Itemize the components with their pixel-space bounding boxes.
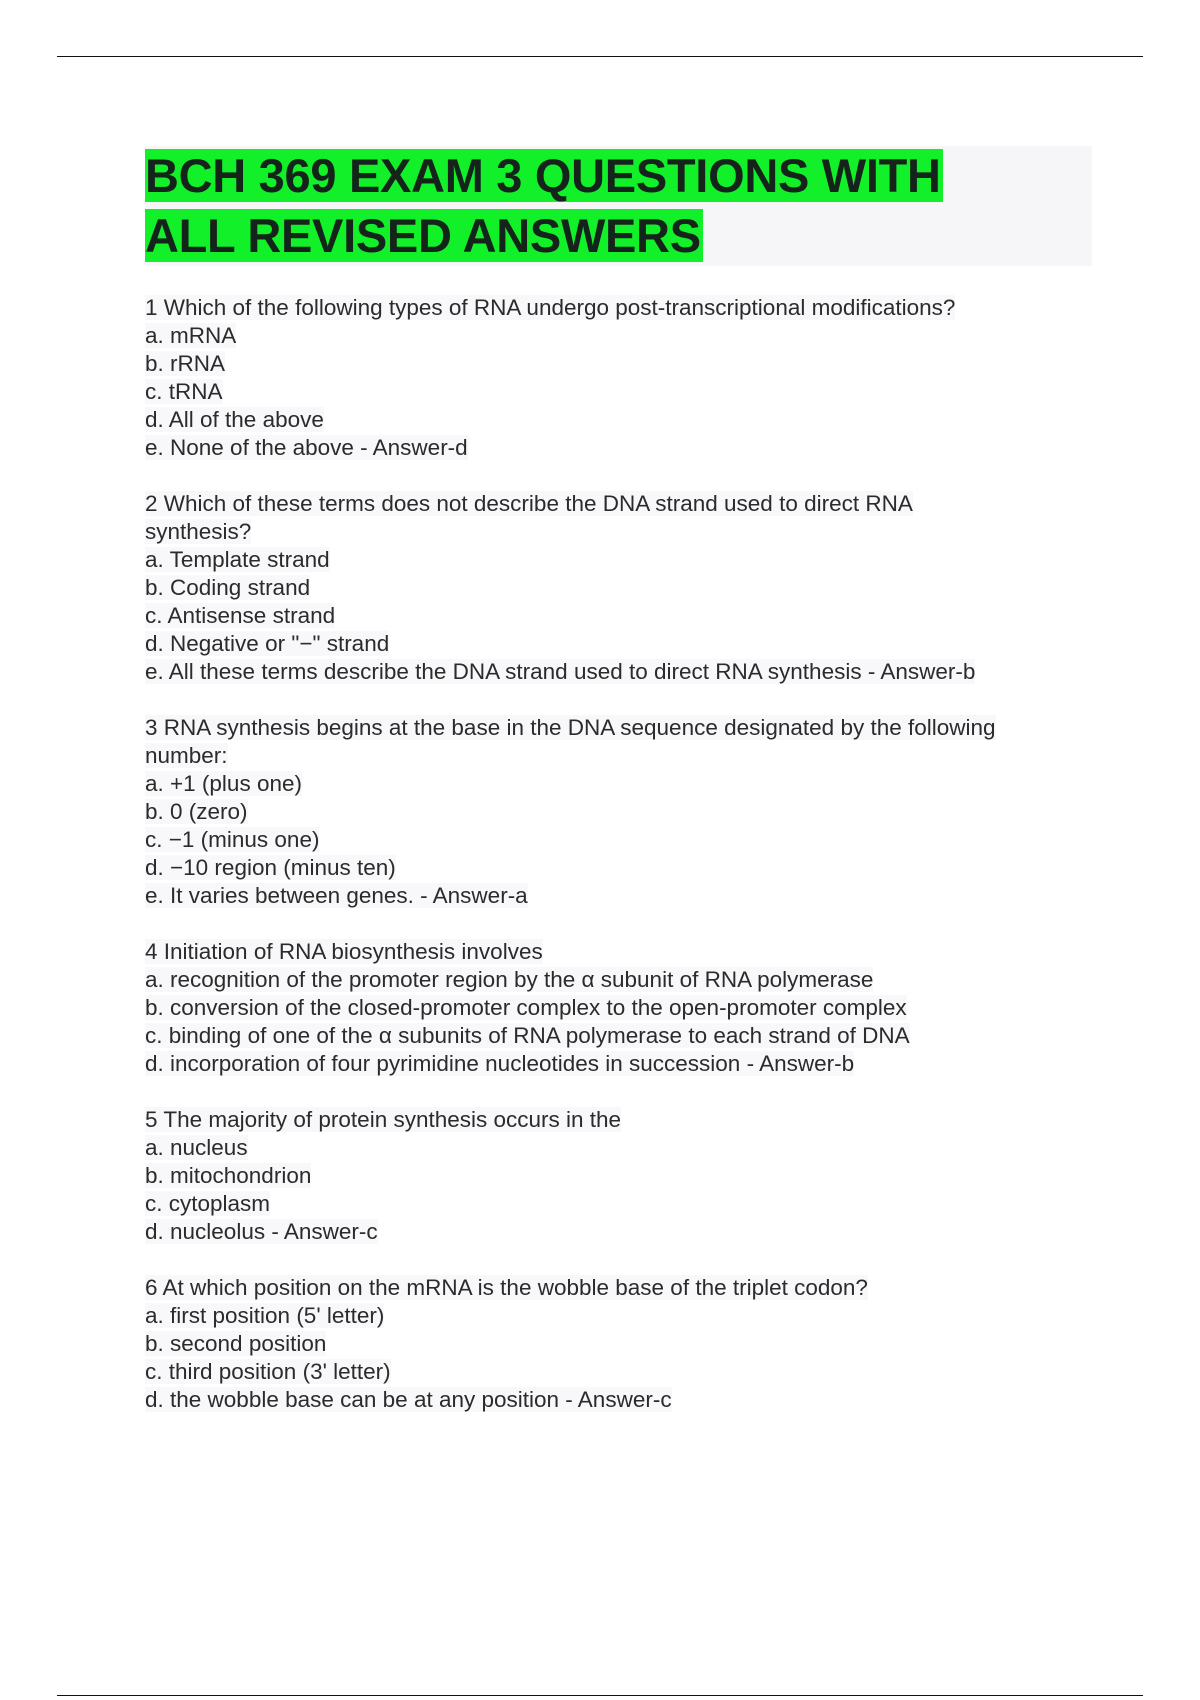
question-line [145,854,1095,882]
question-line-text: c. Antisense strand [145,603,336,628]
question-line-text: 4 Initiation of RNA biosynthesis involves [145,939,543,964]
question-line-text: number: [145,743,228,768]
question-text [145,714,1095,742]
question-line-text: b. 0 (zero) [145,799,248,824]
title-block [145,146,1092,266]
question-line [145,546,1095,574]
question-line-text: a. Template strand [145,547,330,572]
bottom-rule [57,1695,1143,1696]
question-line [145,1330,1095,1358]
question-line [145,1386,1095,1414]
question-line [145,994,1095,1022]
question-line-text: e. All these terms describe the DNA strand used to direct RNA synthesis - Answer-b [145,659,976,684]
question-line [145,1302,1095,1330]
question-line [145,770,1095,798]
question-line [145,1050,1095,1078]
question-text [145,1106,1095,1134]
question-line-text: e. It varies between genes. - Answer-a [145,883,528,908]
question-text [145,1274,1095,1302]
question-line-text: d. incorporation of four pyrimidine nucleotides in succession - Answer-b [145,1051,855,1076]
question-block [145,294,1095,462]
question-line [145,798,1095,826]
question-text [145,938,1095,966]
question-line-text: d. All of the above [145,407,324,432]
question-line-text: synthesis? [145,519,252,544]
page-title [145,146,1092,266]
question-line [145,742,1095,770]
question-line-text: 3 RNA synthesis begins at the base in the DNA sequence designated by the following [145,715,996,740]
document-body [145,146,1095,1442]
question-line-text: d. Negative or "−" strand [145,631,390,656]
question-block [145,714,1095,910]
top-rule [57,56,1143,57]
question-line-text: 5 The majority of protein synthesis occurs in the [145,1107,622,1132]
question-text [145,294,1095,322]
question-block [145,1106,1095,1246]
question-line [145,1358,1095,1386]
question-line [145,630,1095,658]
question-line-text: c. third position (3' letter) [145,1359,391,1384]
title-line-2: ALL REVISED ANSWERS [145,209,701,262]
question-line-text: c. tRNA [145,379,223,404]
question-line-text: a. mRNA [145,323,237,348]
question-line-text: a. nucleus [145,1135,248,1160]
question-line [145,658,1095,686]
question-line-text: c. −1 (minus one) [145,827,320,852]
question-line-text: b. rRNA [145,351,226,376]
question-line-text: b. mitochondrion [145,1163,312,1188]
question-line [145,322,1095,350]
question-line [145,378,1095,406]
question-text [145,490,1095,518]
question-list [145,294,1095,1414]
question-line-text: c. cytoplasm [145,1191,271,1216]
question-line-text: a. +1 (plus one) [145,771,302,796]
question-line-text: b. Coding strand [145,575,311,600]
question-line [145,966,1095,994]
question-line-text: d. nucleolus - Answer-c [145,1219,378,1244]
question-line [145,1218,1095,1246]
question-line [145,434,1095,462]
title-line-1: BCH 369 EXAM 3 QUESTIONS WITH [145,149,941,202]
question-line-text: b. second position [145,1331,327,1356]
question-line [145,1190,1095,1218]
question-block [145,938,1095,1078]
question-line-text: d. the wobble base can be at any position - Answer-c [145,1387,672,1412]
question-line [145,602,1095,630]
question-line-text: a. first position (5' letter) [145,1303,385,1328]
question-line-text: d. −10 region (minus ten) [145,855,396,880]
question-line [145,518,1095,546]
question-line [145,406,1095,434]
question-line [145,882,1095,910]
question-line-text: e. None of the above - Answer-d [145,435,468,460]
question-line-text: b. conversion of the closed-promoter complex to the open-promoter complex [145,995,907,1020]
question-line [145,1022,1095,1050]
question-line-text: a. recognition of the promoter region by the α subunit of RNA polymerase [145,967,874,992]
question-line-text: 2 Which of these terms does not describe the DNA strand used to direct RNA [145,491,913,516]
question-line [145,826,1095,854]
question-line [145,574,1095,602]
question-line [145,1134,1095,1162]
question-line-text: 1 Which of the following types of RNA undergo post-transcriptional modifications? [145,295,956,320]
question-block [145,490,1095,686]
question-block [145,1274,1095,1414]
question-line-text: c. binding of one of the α subunits of RNA polymerase to each strand of DNA [145,1023,910,1048]
question-line [145,1162,1095,1190]
question-line [145,350,1095,378]
question-line-text: 6 At which position on the mRNA is the wobble base of the triplet codon? [145,1275,868,1300]
